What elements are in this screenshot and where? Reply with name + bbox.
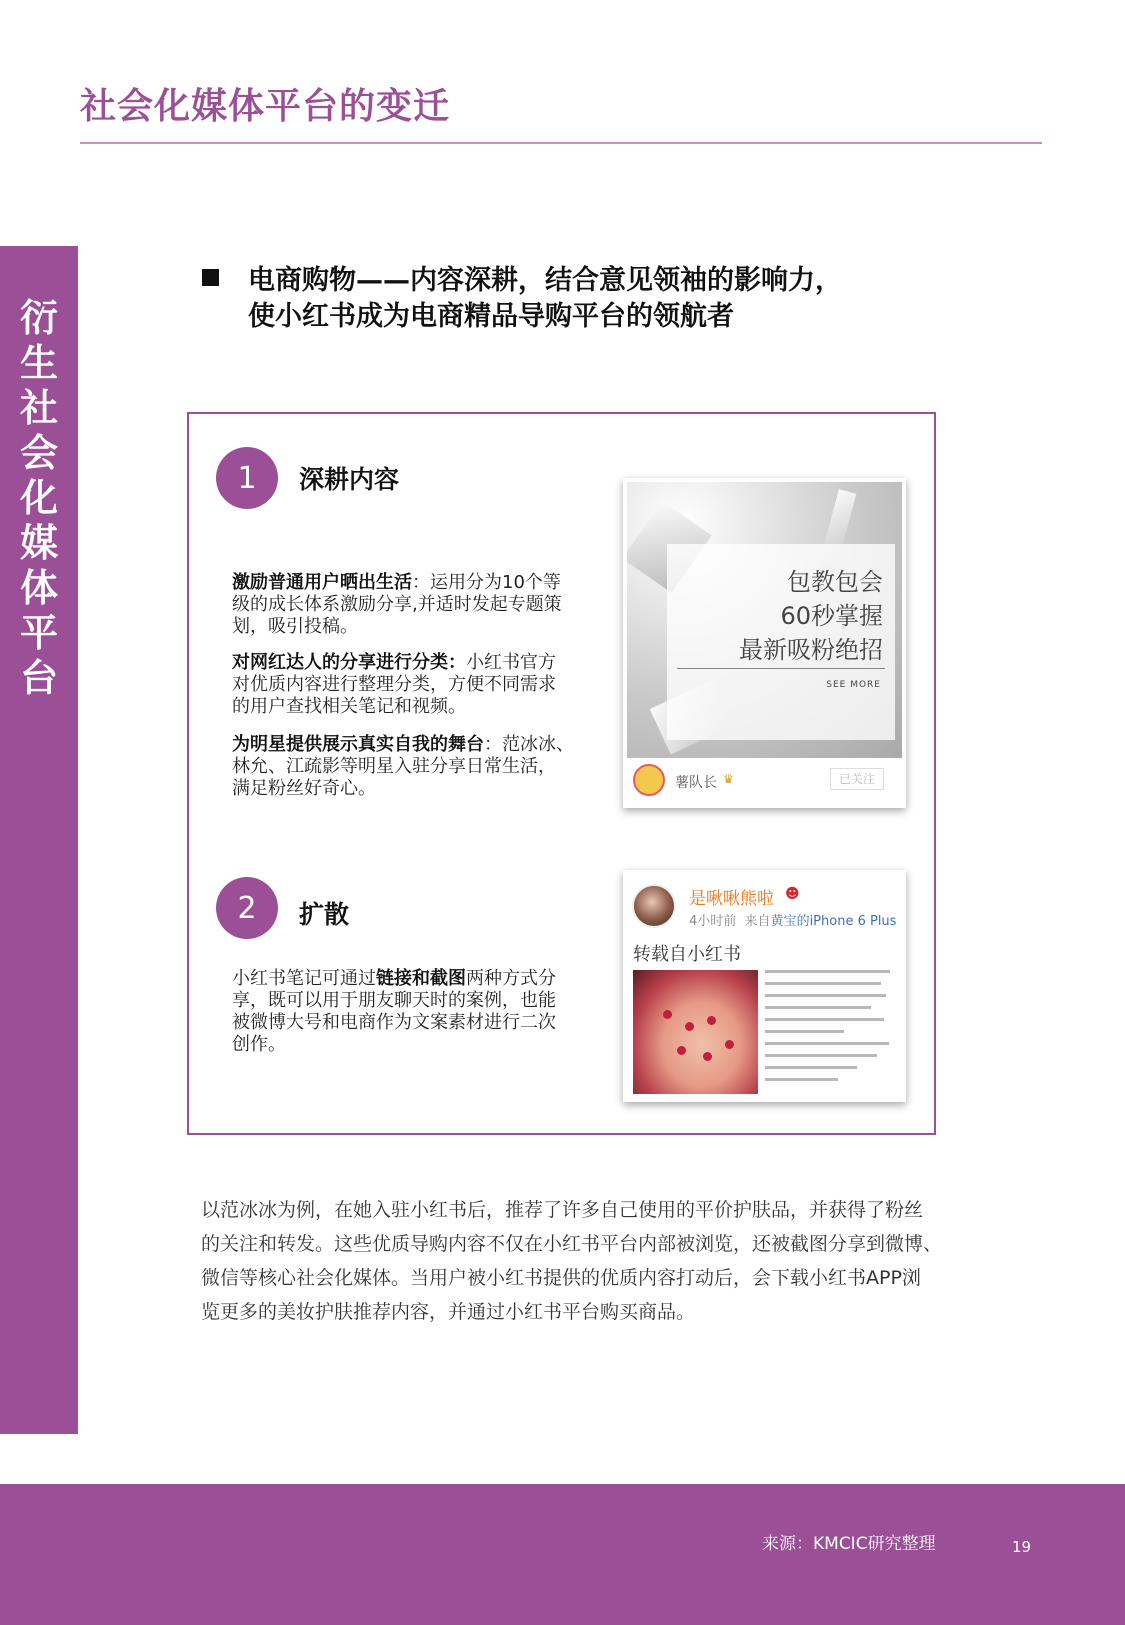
swatch-dot <box>663 1010 672 1019</box>
post-device: 黄宝的iPhone 6 Plus <box>770 914 897 929</box>
sidebar-label <box>0 296 78 701</box>
section2-text <box>232 968 592 1056</box>
section-title-1: 深耕内容 <box>299 465 400 494</box>
post-text-panel <box>667 544 895 740</box>
text-segment: 小红书笔记可通过 <box>232 968 376 989</box>
item-text: ：范冰冰、 <box>484 734 574 755</box>
swatch-dot <box>685 1022 694 1031</box>
body-line: 的关注和转发。这些优质导购内容不仅在小红书平台内部被浏览，还被截图分享到微博、 <box>201 1233 943 1255</box>
post-username: 薯队长 <box>675 775 717 791</box>
sidebar-char: 台 <box>19 656 58 700</box>
weibo-username: 是啾啾熊啦 <box>689 889 774 909</box>
item-text: 的用户查找相关笔记和视频。 <box>232 696 466 717</box>
body-line: 览更多的美妆护肤推荐内容，并通过小红书平台购买商品。 <box>201 1301 696 1323</box>
section-number-1: 1 <box>216 447 278 509</box>
text-line: 创作。 <box>232 1034 286 1055</box>
swatch-dot <box>677 1046 686 1055</box>
swatch-photo <box>633 970 758 1094</box>
post-from: 来自 <box>744 914 771 929</box>
item-text: 小红书官方 <box>466 652 556 673</box>
post-time: 4小时前 <box>689 914 737 929</box>
headline-line-2: 使小红书成为电商精品导购平台的领航者 <box>248 301 734 332</box>
item-text: 划，吸引投稿。 <box>232 616 358 637</box>
swatch-dot <box>725 1040 734 1049</box>
item-text: 满足粉丝好奇心。 <box>232 778 376 799</box>
item-text: 林允、江疏影等明星入驻分享日常生活， <box>232 756 556 777</box>
source-note: 来源：KMCIC研究整理 <box>762 1534 936 1554</box>
sidebar-char: 衍 <box>19 296 58 340</box>
page-title: 社会化媒体平台的变迁 <box>80 86 451 127</box>
item-text: 级的成长体系激励分享,并适时发起专题策 <box>232 594 562 615</box>
section1-item-1 <box>232 572 592 638</box>
post-footer <box>623 758 906 808</box>
section1-item-3 <box>232 734 592 800</box>
headline-line-1: 电商购物——内容深耕，结合意见领袖的影响力， <box>248 265 842 296</box>
swatch-dot <box>703 1052 712 1061</box>
post-headline-2: 60秒掌握 <box>780 602 883 630</box>
sidebar-char: 平 <box>19 611 58 655</box>
sidebar-char: 社 <box>19 386 58 430</box>
post-photo <box>627 482 902 758</box>
xiaohongshu-post-card <box>623 478 906 808</box>
item-bold: 对网红达人的分享进行分类： <box>232 652 466 673</box>
text-bold: 链接和截图 <box>376 968 466 989</box>
sidebar-char: 化 <box>19 476 58 520</box>
sidebar-char: 会 <box>19 431 58 475</box>
item-bold: 为明星提供展示真实自我的舞台 <box>232 734 484 755</box>
sidebar-char: 媒 <box>19 521 58 565</box>
weibo-repost-card <box>623 870 906 1102</box>
follow-button[interactable]: 已关注 <box>830 768 884 790</box>
avatar <box>633 764 665 796</box>
item-text: ：运用分为10个等 <box>412 572 561 593</box>
text-segment: 两种方式分 <box>466 968 556 989</box>
section-title-2: 扩散 <box>299 900 350 929</box>
sidebar-char: 体 <box>19 566 58 610</box>
see-more-label: SEE MORE <box>826 680 881 690</box>
section1-item-2 <box>232 652 592 718</box>
crown-icon: ♛ <box>723 772 734 786</box>
swatch-dot <box>707 1016 716 1025</box>
text-line: 被微博大号和电商作为文案素材进行二次 <box>232 1012 556 1033</box>
section-number-2: 2 <box>216 877 278 939</box>
post-meta <box>689 910 896 929</box>
text-line: 享，既可以用于朋友聊天时的案例，也能 <box>232 990 556 1011</box>
footer-band <box>0 1484 1125 1625</box>
page-number: 19 <box>1012 1538 1032 1556</box>
repost-label: 转载自小红书 <box>633 944 741 965</box>
emoji-icon: ☻ <box>785 886 800 902</box>
post-rule <box>677 668 885 669</box>
title-divider <box>80 142 1042 144</box>
body-line: 以范冰冰为例，在她入驻小红书后，推荐了许多自己使用的平价护肤品，并获得了粉丝 <box>201 1199 924 1221</box>
repost-text-preview <box>765 970 897 1090</box>
body-paragraph <box>201 1193 941 1329</box>
square-bullet-icon <box>202 269 219 286</box>
avatar <box>632 884 676 928</box>
item-bold: 激励普通用户晒出生活 <box>232 572 412 593</box>
sidebar-char: 生 <box>19 341 58 385</box>
post-headline-1: 包教包会 <box>787 568 883 596</box>
body-line: 微信等核心社会化媒体。当用户被小红书提供的优质内容打动后，会下载小红书APP浏 <box>201 1267 921 1289</box>
item-text: 对优质内容进行整理分类，方便不同需求 <box>232 674 556 695</box>
post-headline-3: 最新吸粉绝招 <box>739 636 883 664</box>
